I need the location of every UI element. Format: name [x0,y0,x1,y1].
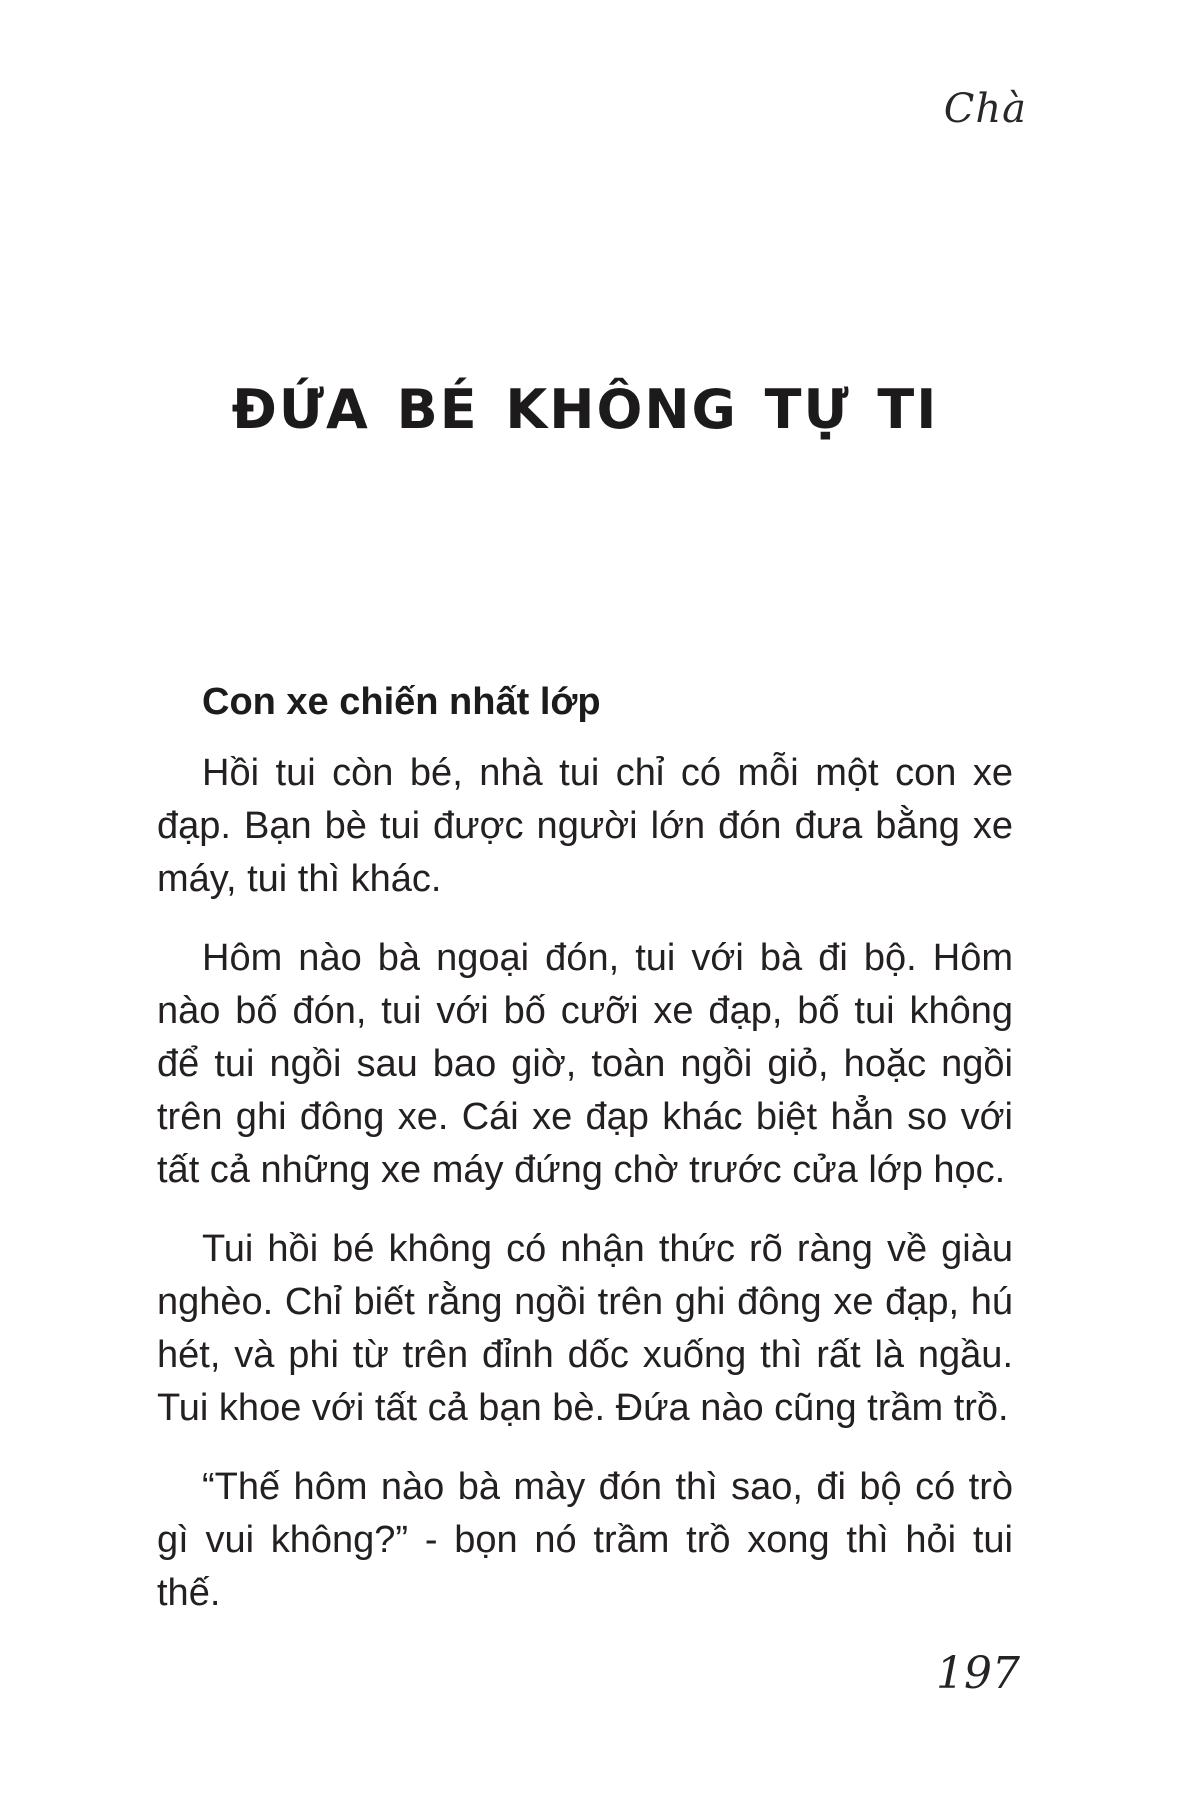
section-heading: Con xe chiến nhất lớp [202,681,601,723]
paragraph: “Thế hôm nào bà mày đón thì sao, đi bộ có trò gì vui không?” - bọn nó trầm trồ xong thì hỏi tui thế. [157,1466,1013,1614]
chapter-title: ĐỨA BÉ KHÔNG TỰ TI [231,378,939,441]
paragraph: Tui hồi bé không có nhận thức rõ ràng về giàu nghèo. Chỉ biết rằng ngồi trên ghi đông xe đạp, hú hét, và phi từ trên đỉnh dốc xuống thì rất là ngầu. Tui khoe với tất cả bạn bè. Đứa nào cũng trầm trồ. [157,1228,1013,1429]
page-content [157,676,1013,1646]
running-header: Chà [943,86,1027,132]
page-number: 197 [936,1648,1020,1699]
paragraph: Hôm nào bà ngoại đón, tui với bà đi bộ. Hôm nào bố đón, tui với bố cưỡi xe đạp, bố tui không để tui ngồi sau bao giờ, toàn ngồi giỏ, hoặc ngồi trên ghi đông xe. Cái xe đạp khác biệt hẳn so với tất cả những xe máy đứng chờ trước cửa lớp học. [157,937,1013,1191]
paragraph: Hồi tui còn bé, nhà tui chỉ có mỗi một con xe đạp. Bạn bè tui được người lớn đón đưa bằng xe máy, tui thì khác. [157,752,1013,900]
